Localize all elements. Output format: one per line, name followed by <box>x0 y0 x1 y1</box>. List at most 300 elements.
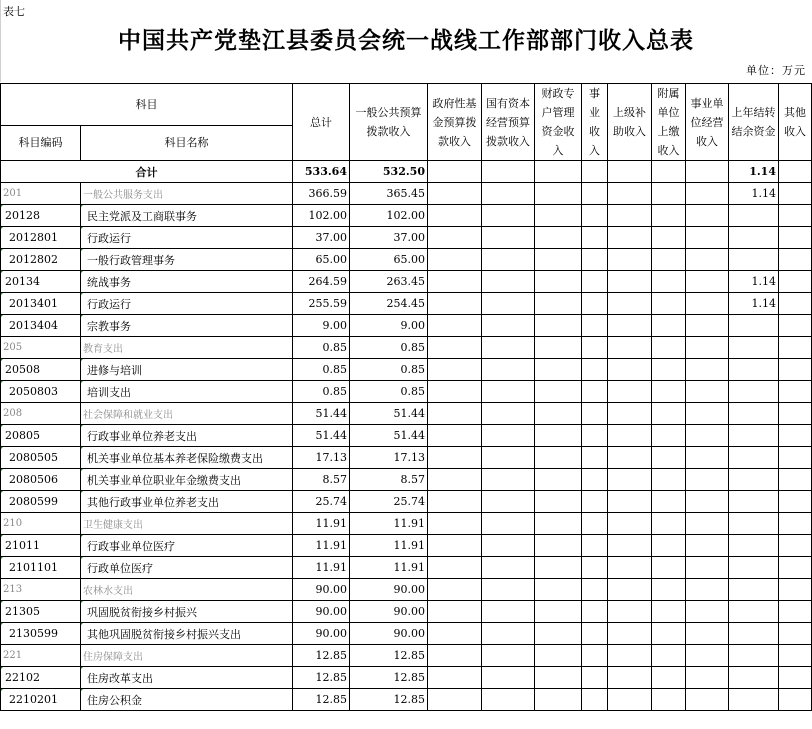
table-row <box>1 469 812 491</box>
empty-cell <box>608 205 652 227</box>
empty-cell <box>608 645 652 667</box>
empty-cell <box>652 535 686 557</box>
table-row <box>1 601 812 623</box>
row-general: 9.00 <box>350 315 428 337</box>
empty-cell <box>535 315 582 337</box>
empty-cell <box>535 447 582 469</box>
empty-cell <box>779 601 812 623</box>
table-row <box>1 205 812 227</box>
table-row <box>1 227 812 249</box>
empty-cell <box>608 271 652 293</box>
row-total: 102.00 <box>293 205 350 227</box>
empty-cell <box>686 645 729 667</box>
row-name: 卫生健康支出 <box>81 513 293 535</box>
row-carryover <box>729 205 779 227</box>
row-general: 8.57 <box>350 469 428 491</box>
empty-cell <box>482 293 535 315</box>
row-code: 213 <box>1 579 81 601</box>
row-total: 65.00 <box>293 249 350 271</box>
empty-cell <box>608 667 652 689</box>
row-carryover <box>729 315 779 337</box>
header-business: 事业收入 <box>582 84 608 161</box>
empty-cell <box>482 491 535 513</box>
empty-cell <box>482 359 535 381</box>
empty-cell <box>779 337 812 359</box>
empty-cell <box>482 381 535 403</box>
row-carryover <box>729 645 779 667</box>
row-name: 行政单位医疗 <box>81 557 293 579</box>
row-total: 25.74 <box>293 491 350 513</box>
row-total: 0.85 <box>293 359 350 381</box>
row-name: 住房保障支出 <box>81 645 293 667</box>
empty-cell <box>482 447 535 469</box>
table-row <box>1 689 812 711</box>
empty-cell <box>535 293 582 315</box>
row-carryover <box>729 491 779 513</box>
row-carryover <box>729 689 779 711</box>
header-superior-subsidy: 上级补助收入 <box>608 84 652 161</box>
empty-cell <box>428 667 482 689</box>
empty-cell <box>582 293 608 315</box>
row-carryover: 1.14 <box>729 183 779 205</box>
empty-cell <box>582 425 608 447</box>
empty-cell <box>608 293 652 315</box>
row-total: 11.91 <box>293 557 350 579</box>
table-row <box>1 359 812 381</box>
row-total: 0.85 <box>293 381 350 403</box>
row-total: 51.44 <box>293 403 350 425</box>
table-row <box>1 183 812 205</box>
empty-cell <box>608 359 652 381</box>
row-total: 11.91 <box>293 535 350 557</box>
total-carryover: 1.14 <box>729 161 779 183</box>
row-code: 221 <box>1 645 81 667</box>
empty-cell <box>482 513 535 535</box>
empty-cell <box>482 557 535 579</box>
empty-cell <box>608 337 652 359</box>
row-name: 住房改革支出 <box>81 667 293 689</box>
row-carryover <box>729 623 779 645</box>
empty-cell <box>428 161 482 183</box>
row-carryover <box>729 447 779 469</box>
empty-cell <box>482 403 535 425</box>
row-code: 2080505 <box>1 447 81 469</box>
empty-cell <box>582 645 608 667</box>
empty-cell <box>582 249 608 271</box>
row-general: 365.45 <box>350 183 428 205</box>
empty-cell <box>652 227 686 249</box>
empty-cell <box>428 359 482 381</box>
total-general: 532.50 <box>350 161 428 183</box>
empty-cell <box>482 667 535 689</box>
empty-cell <box>779 381 812 403</box>
row-carryover <box>729 337 779 359</box>
empty-cell <box>428 601 482 623</box>
empty-cell <box>779 623 812 645</box>
row-total: 51.44 <box>293 425 350 447</box>
empty-cell <box>686 447 729 469</box>
empty-cell <box>428 623 482 645</box>
row-name: 行政运行 <box>81 293 293 315</box>
row-carryover: 1.14 <box>729 293 779 315</box>
row-name: 行政运行 <box>81 227 293 249</box>
row-total: 264.59 <box>293 271 350 293</box>
row-general: 90.00 <box>350 579 428 601</box>
header-subject-name: 科目名称 <box>81 125 293 160</box>
row-carryover <box>729 601 779 623</box>
row-name: 机关事业单位基本养老保险缴费支出 <box>81 447 293 469</box>
row-name: 巩固脱贫衔接乡村振兴 <box>81 601 293 623</box>
empty-cell <box>779 557 812 579</box>
empty-cell <box>779 183 812 205</box>
empty-cell <box>428 535 482 557</box>
row-general: 0.85 <box>350 359 428 381</box>
empty-cell <box>779 513 812 535</box>
empty-cell <box>779 491 812 513</box>
empty-cell <box>535 667 582 689</box>
empty-cell <box>428 293 482 315</box>
row-general: 12.85 <box>350 667 428 689</box>
empty-cell <box>686 579 729 601</box>
row-name: 一般公共服务支出 <box>81 183 293 205</box>
empty-cell <box>686 689 729 711</box>
empty-cell <box>428 227 482 249</box>
empty-cell <box>428 337 482 359</box>
empty-cell <box>535 403 582 425</box>
empty-cell <box>779 271 812 293</box>
row-total: 12.85 <box>293 667 350 689</box>
table-row <box>1 425 812 447</box>
row-total: 0.85 <box>293 337 350 359</box>
row-name: 统战事务 <box>81 271 293 293</box>
empty-cell <box>686 403 729 425</box>
header-state-capital: 国有资本经营预算拨款收入 <box>482 84 535 161</box>
row-general: 11.91 <box>350 513 428 535</box>
row-code: 205 <box>1 337 81 359</box>
row-general: 263.45 <box>350 271 428 293</box>
row-total: 90.00 <box>293 601 350 623</box>
row-carryover <box>729 381 779 403</box>
empty-cell <box>652 249 686 271</box>
empty-cell <box>652 689 686 711</box>
empty-cell <box>428 513 482 535</box>
empty-cell <box>535 535 582 557</box>
header-gov-fund: 政府性基金预算拨款收入 <box>428 84 482 161</box>
row-total: 90.00 <box>293 579 350 601</box>
row-total: 8.57 <box>293 469 350 491</box>
header-affiliate: 附属单位上缴收入 <box>652 84 686 161</box>
row-general: 0.85 <box>350 337 428 359</box>
empty-cell <box>582 337 608 359</box>
row-name: 培训支出 <box>81 381 293 403</box>
table-tag: 表七 <box>3 5 25 18</box>
table-row <box>1 315 812 337</box>
row-code: 210 <box>1 513 81 535</box>
empty-cell <box>686 315 729 337</box>
empty-cell <box>482 601 535 623</box>
empty-cell <box>652 667 686 689</box>
empty-cell <box>608 227 652 249</box>
empty-cell <box>582 271 608 293</box>
empty-cell <box>608 381 652 403</box>
row-total: 17.13 <box>293 447 350 469</box>
row-carryover <box>729 667 779 689</box>
empty-cell <box>535 513 582 535</box>
page-title: 中国共产党垫江县委员会统一战线工作部部门收入总表 <box>118 27 694 54</box>
empty-cell <box>652 183 686 205</box>
row-code: 201 <box>1 183 81 205</box>
row-code: 2013404 <box>1 315 81 337</box>
empty-cell <box>582 535 608 557</box>
empty-cell <box>582 315 608 337</box>
empty-cell <box>428 249 482 271</box>
empty-cell <box>482 183 535 205</box>
row-total: 9.00 <box>293 315 350 337</box>
empty-cell <box>535 271 582 293</box>
header-other: 其他收入 <box>779 84 812 161</box>
row-carryover <box>729 249 779 271</box>
row-total: 12.85 <box>293 645 350 667</box>
empty-cell <box>582 161 608 183</box>
empty-cell <box>652 403 686 425</box>
row-code: 21305 <box>1 601 81 623</box>
empty-cell <box>652 645 686 667</box>
empty-cell <box>779 161 812 183</box>
empty-cell <box>652 425 686 447</box>
empty-cell <box>582 183 608 205</box>
row-code: 2012802 <box>1 249 81 271</box>
empty-cell <box>779 315 812 337</box>
empty-cell <box>652 359 686 381</box>
header-fiscal-account: 财政专户管理资金收入 <box>535 84 582 161</box>
empty-cell <box>428 183 482 205</box>
empty-cell <box>779 645 812 667</box>
empty-cell <box>779 227 812 249</box>
empty-cell <box>535 601 582 623</box>
row-code: 2210201 <box>1 689 81 711</box>
row-general: 90.00 <box>350 601 428 623</box>
table-row <box>1 645 812 667</box>
empty-cell <box>428 469 482 491</box>
empty-cell <box>608 315 652 337</box>
empty-cell <box>428 491 482 513</box>
table-row <box>1 403 812 425</box>
empty-cell <box>482 271 535 293</box>
empty-cell <box>686 293 729 315</box>
row-total: 12.85 <box>293 689 350 711</box>
empty-cell <box>608 447 652 469</box>
empty-cell <box>686 513 729 535</box>
row-name: 农林水支出 <box>81 579 293 601</box>
empty-cell <box>535 227 582 249</box>
empty-cell <box>535 205 582 227</box>
empty-cell <box>608 535 652 557</box>
row-code: 22102 <box>1 667 81 689</box>
table-row <box>1 337 812 359</box>
empty-cell <box>535 557 582 579</box>
empty-cell <box>686 271 729 293</box>
total-label: 合计 <box>1 161 293 183</box>
empty-cell <box>652 601 686 623</box>
empty-cell <box>608 183 652 205</box>
empty-cell <box>779 425 812 447</box>
row-code: 2012801 <box>1 227 81 249</box>
empty-cell <box>652 337 686 359</box>
empty-cell <box>482 161 535 183</box>
row-general: 12.85 <box>350 645 428 667</box>
empty-cell <box>608 557 652 579</box>
empty-cell <box>686 183 729 205</box>
header-subject-code: 科目编码 <box>1 125 81 160</box>
empty-cell <box>686 381 729 403</box>
row-carryover <box>729 513 779 535</box>
header-carryover: 上年结转结余资金 <box>729 84 779 161</box>
header-general-budget: 一般公共预算拨款收入 <box>350 84 428 161</box>
empty-cell <box>428 447 482 469</box>
table-row <box>1 623 812 645</box>
row-carryover <box>729 469 779 491</box>
empty-cell <box>779 205 812 227</box>
row-name: 一般行政管理事务 <box>81 249 293 271</box>
header-subject: 科目 <box>1 84 293 126</box>
empty-cell <box>535 579 582 601</box>
header-total: 总计 <box>293 84 350 161</box>
empty-cell <box>482 469 535 491</box>
empty-cell <box>686 425 729 447</box>
empty-cell <box>482 623 535 645</box>
row-total: 90.00 <box>293 623 350 645</box>
empty-cell <box>482 689 535 711</box>
row-name: 行政事业单位养老支出 <box>81 425 293 447</box>
empty-cell <box>686 535 729 557</box>
row-total: 37.00 <box>293 227 350 249</box>
row-code: 2013401 <box>1 293 81 315</box>
row-general: 11.91 <box>350 535 428 557</box>
empty-cell <box>535 161 582 183</box>
empty-cell <box>779 535 812 557</box>
empty-cell <box>652 513 686 535</box>
row-total: 366.59 <box>293 183 350 205</box>
empty-cell <box>652 469 686 491</box>
empty-cell <box>608 161 652 183</box>
empty-cell <box>582 689 608 711</box>
row-general: 102.00 <box>350 205 428 227</box>
table-row <box>1 535 812 557</box>
empty-cell <box>779 579 812 601</box>
empty-cell <box>482 227 535 249</box>
table-row <box>1 557 812 579</box>
row-code: 20508 <box>1 359 81 381</box>
row-total: 11.91 <box>293 513 350 535</box>
empty-cell <box>608 513 652 535</box>
row-code: 20128 <box>1 205 81 227</box>
empty-cell <box>652 579 686 601</box>
row-general: 254.45 <box>350 293 428 315</box>
empty-cell <box>582 381 608 403</box>
empty-cell <box>582 469 608 491</box>
empty-cell <box>652 271 686 293</box>
row-code: 208 <box>1 403 81 425</box>
empty-cell <box>582 205 608 227</box>
empty-cell <box>582 601 608 623</box>
empty-cell <box>608 403 652 425</box>
empty-cell <box>535 425 582 447</box>
table-row <box>1 579 812 601</box>
empty-cell <box>608 623 652 645</box>
empty-cell <box>482 645 535 667</box>
empty-cell <box>686 469 729 491</box>
row-general: 0.85 <box>350 381 428 403</box>
row-name: 宗教事务 <box>81 315 293 337</box>
empty-cell <box>652 447 686 469</box>
row-name: 社会保障和就业支出 <box>81 403 293 425</box>
empty-cell <box>535 337 582 359</box>
row-carryover <box>729 579 779 601</box>
empty-cell <box>608 425 652 447</box>
row-total: 255.59 <box>293 293 350 315</box>
empty-cell <box>652 381 686 403</box>
row-code: 2080599 <box>1 491 81 513</box>
row-code: 21011 <box>1 535 81 557</box>
empty-cell <box>582 557 608 579</box>
empty-cell <box>535 381 582 403</box>
row-name: 行政事业单位医疗 <box>81 535 293 557</box>
table-row <box>1 249 812 271</box>
empty-cell <box>652 315 686 337</box>
row-carryover <box>729 403 779 425</box>
empty-cell <box>428 403 482 425</box>
empty-cell <box>428 381 482 403</box>
row-general: 51.44 <box>350 403 428 425</box>
empty-cell <box>686 227 729 249</box>
empty-cell <box>535 623 582 645</box>
row-name: 其他行政事业单位养老支出 <box>81 491 293 513</box>
empty-cell <box>535 645 582 667</box>
empty-cell <box>428 557 482 579</box>
table-row <box>1 667 812 689</box>
row-general: 25.74 <box>350 491 428 513</box>
empty-cell <box>608 601 652 623</box>
row-general: 90.00 <box>350 623 428 645</box>
empty-cell <box>686 491 729 513</box>
row-carryover <box>729 425 779 447</box>
empty-cell <box>686 601 729 623</box>
row-code: 2101101 <box>1 557 81 579</box>
empty-cell <box>582 227 608 249</box>
empty-cell <box>652 161 686 183</box>
empty-cell <box>652 293 686 315</box>
row-carryover <box>729 557 779 579</box>
empty-cell <box>686 205 729 227</box>
row-general: 37.00 <box>350 227 428 249</box>
row-name: 教育支出 <box>81 337 293 359</box>
empty-cell <box>652 623 686 645</box>
empty-cell <box>482 249 535 271</box>
row-general: 12.85 <box>350 689 428 711</box>
empty-cell <box>779 403 812 425</box>
empty-cell <box>482 315 535 337</box>
empty-cell <box>428 315 482 337</box>
table-row <box>1 491 812 513</box>
row-name: 民主党派及工商联事务 <box>81 205 293 227</box>
row-name: 住房公积金 <box>81 689 293 711</box>
empty-cell <box>652 205 686 227</box>
empty-cell <box>535 469 582 491</box>
row-name: 机关事业单位职业年金缴费支出 <box>81 469 293 491</box>
unit-label: 单位：万元 <box>746 64 806 77</box>
empty-cell <box>686 249 729 271</box>
row-name: 进修与培训 <box>81 359 293 381</box>
